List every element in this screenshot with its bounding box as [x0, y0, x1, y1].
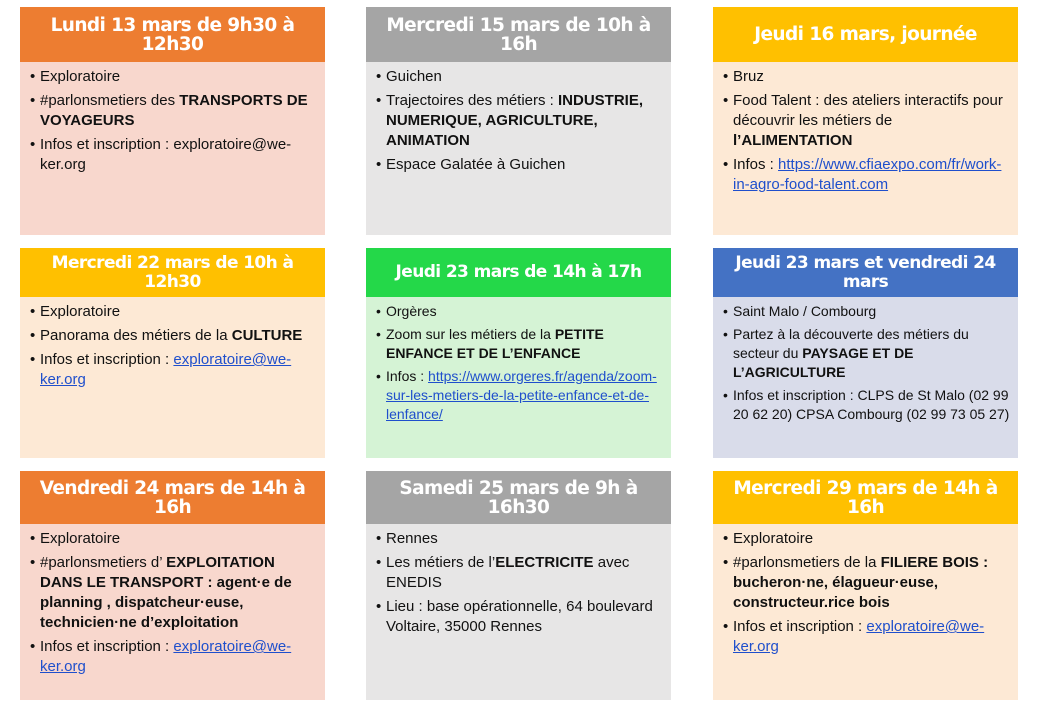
- item-text: Exploratoire: [40, 530, 121, 547]
- event-item-list: [376, 67, 663, 175]
- event-item: [376, 553, 663, 593]
- event-date-header: Jeudi 23 mars et vendredi 24 mars: [713, 248, 1018, 297]
- event-date-header: Samedi 25 mars de 9h à 16h30: [366, 471, 671, 524]
- highlight-text: l’ALIMENTATION: [733, 132, 853, 149]
- event-details: [366, 524, 671, 700]
- event-date-header: Mercredi 29 mars de 14h à 16h: [713, 471, 1018, 524]
- item-text: Orgères: [386, 303, 437, 319]
- event-item-list: [30, 67, 317, 175]
- highlight-text: TRANSPORTS DE VOYAGEURS: [40, 92, 308, 129]
- event-card: [20, 7, 325, 235]
- highlight-text: INDUSTRIE, NUMERIQUE, AGRICULTURE, ANIMATION: [386, 92, 644, 149]
- event-item: [376, 67, 663, 87]
- info-link[interactable]: https://www.orgeres.fr/agenda/zoom-sur-les-metiers-de-la-petite-enfance-et-de-lenfance/: [386, 368, 657, 422]
- item-text: Panorama des métiers de la: [40, 327, 232, 344]
- event-item-list: [376, 302, 663, 424]
- item-text: Lieu : base opérationnelle, 64 boulevard Voltaire, 35000 Rennes: [386, 598, 653, 635]
- event-item-list: [723, 67, 1010, 195]
- event-item: [30, 91, 317, 131]
- item-text: Infos et inscription : CLPS de St Malo (02 99 20 62 20) CPSA Combourg (02 99 73 05 27): [733, 387, 1010, 422]
- event-date-header: Jeudi 16 mars, journée: [713, 7, 1018, 62]
- item-text: Infos et inscription :: [40, 638, 174, 655]
- event-details: [20, 297, 325, 458]
- event-item: [723, 386, 1010, 424]
- event-details: [713, 297, 1018, 458]
- item-text: Les métiers de l’: [386, 554, 496, 571]
- item-text: Exploratoire: [40, 303, 121, 320]
- info-link[interactable]: exploratoire@we-ker.org: [40, 638, 292, 675]
- highlight-text: PAYSAGE ET DE L’AGRICULTURE: [733, 345, 914, 380]
- event-item: [376, 367, 663, 424]
- event-item: [376, 529, 663, 549]
- event-item: [723, 529, 1010, 549]
- event-item: [30, 67, 317, 87]
- highlight-text: EXPLOITATION DANS LE TRANSPORT : agent·e de planning , dispatcheur·euse, technicien·ne d’exploitation: [40, 554, 292, 631]
- item-text: Infos :: [386, 368, 429, 384]
- item-text: avec ENEDIS: [386, 554, 630, 591]
- item-text: Infos et inscription : exploratoire@we-ker.org: [40, 136, 292, 173]
- item-text: Saint Malo / Combourg: [733, 303, 877, 319]
- highlight-text: PETITE ENFANCE ET DE L’ENFANCE: [386, 326, 604, 361]
- event-item-list: [30, 529, 317, 677]
- item-text: #parlonsmetiers de la: [733, 554, 881, 571]
- event-details: [366, 297, 671, 458]
- event-item-list: [723, 302, 1010, 424]
- event-details: [713, 524, 1018, 700]
- event-date-header: Lundi 13 mars de 9h30 à 12h30: [20, 7, 325, 62]
- item-text: Infos :: [733, 156, 779, 173]
- event-item: [30, 529, 317, 549]
- info-link[interactable]: https://www.cfiaexpo.com/fr/work-in-agro-food-talent.com: [733, 156, 1002, 193]
- item-text: Guichen: [386, 68, 442, 85]
- event-item: [30, 637, 317, 677]
- event-date-header: Mercredi 22 mars de 10h à 12h30: [20, 248, 325, 297]
- event-card: [713, 248, 1018, 458]
- event-item: [376, 597, 663, 637]
- item-text: Bruz: [733, 68, 764, 85]
- event-date-header: Jeudi 23 mars de 14h à 17h: [366, 248, 671, 297]
- event-item: [376, 302, 663, 321]
- event-details: [20, 62, 325, 235]
- event-details: [713, 62, 1018, 235]
- event-card: [713, 471, 1018, 700]
- event-item: [723, 67, 1010, 87]
- item-text: Exploratoire: [40, 68, 121, 85]
- event-item: [723, 91, 1010, 151]
- info-link[interactable]: exploratoire@we-ker.org: [40, 351, 292, 388]
- event-date-header: Mercredi 15 mars de 10h à 16h: [366, 7, 671, 62]
- item-text: Rennes: [386, 530, 438, 547]
- event-item: [376, 155, 663, 175]
- event-item: [723, 155, 1010, 195]
- event-item: [723, 553, 1010, 613]
- event-card: [366, 471, 671, 700]
- item-text: Infos et inscription :: [733, 618, 867, 635]
- event-item: [723, 302, 1010, 321]
- event-item: [723, 617, 1010, 657]
- event-item-list: [723, 529, 1010, 657]
- event-item: [30, 326, 317, 346]
- item-text: Zoom sur les métiers de la: [386, 326, 555, 342]
- highlight-text: ELECTRICITE: [495, 554, 594, 571]
- info-link[interactable]: exploratoire@we-ker.org: [733, 618, 985, 655]
- event-item: [30, 302, 317, 322]
- event-card: [366, 7, 671, 235]
- item-text: Espace Galatée à Guichen: [386, 156, 566, 173]
- event-item: [30, 350, 317, 390]
- event-card: [713, 7, 1018, 235]
- item-text: #parlonsmetiers d’: [40, 554, 167, 571]
- event-card: [20, 471, 325, 700]
- event-date-header: Vendredi 24 mars de 14h à 16h: [20, 471, 325, 524]
- highlight-text: FILIERE BOIS : bucheron·ne, élagueur·euse, constructeur.rice bois: [733, 554, 989, 611]
- item-text: Infos et inscription :: [40, 351, 174, 368]
- event-item: [30, 553, 317, 633]
- item-text: Trajectoires des métiers :: [386, 92, 558, 109]
- event-details: [366, 62, 671, 235]
- event-item: [723, 325, 1010, 382]
- event-item: [30, 135, 317, 175]
- event-card: [366, 248, 671, 458]
- event-item: [376, 91, 663, 151]
- item-text: Food Talent : des ateliers interactifs pour découvrir les métiers de: [733, 92, 1003, 129]
- event-details: [20, 524, 325, 700]
- event-item-list: [30, 302, 317, 390]
- highlight-text: CULTURE: [231, 327, 303, 344]
- event-item: [376, 325, 663, 363]
- event-card: [20, 248, 325, 458]
- item-text: Exploratoire: [733, 530, 814, 547]
- event-item-list: [376, 529, 663, 637]
- item-text: #parlonsmetiers des: [40, 92, 180, 109]
- item-text: Partez à la découverte des métiers du secteur du: [733, 326, 969, 361]
